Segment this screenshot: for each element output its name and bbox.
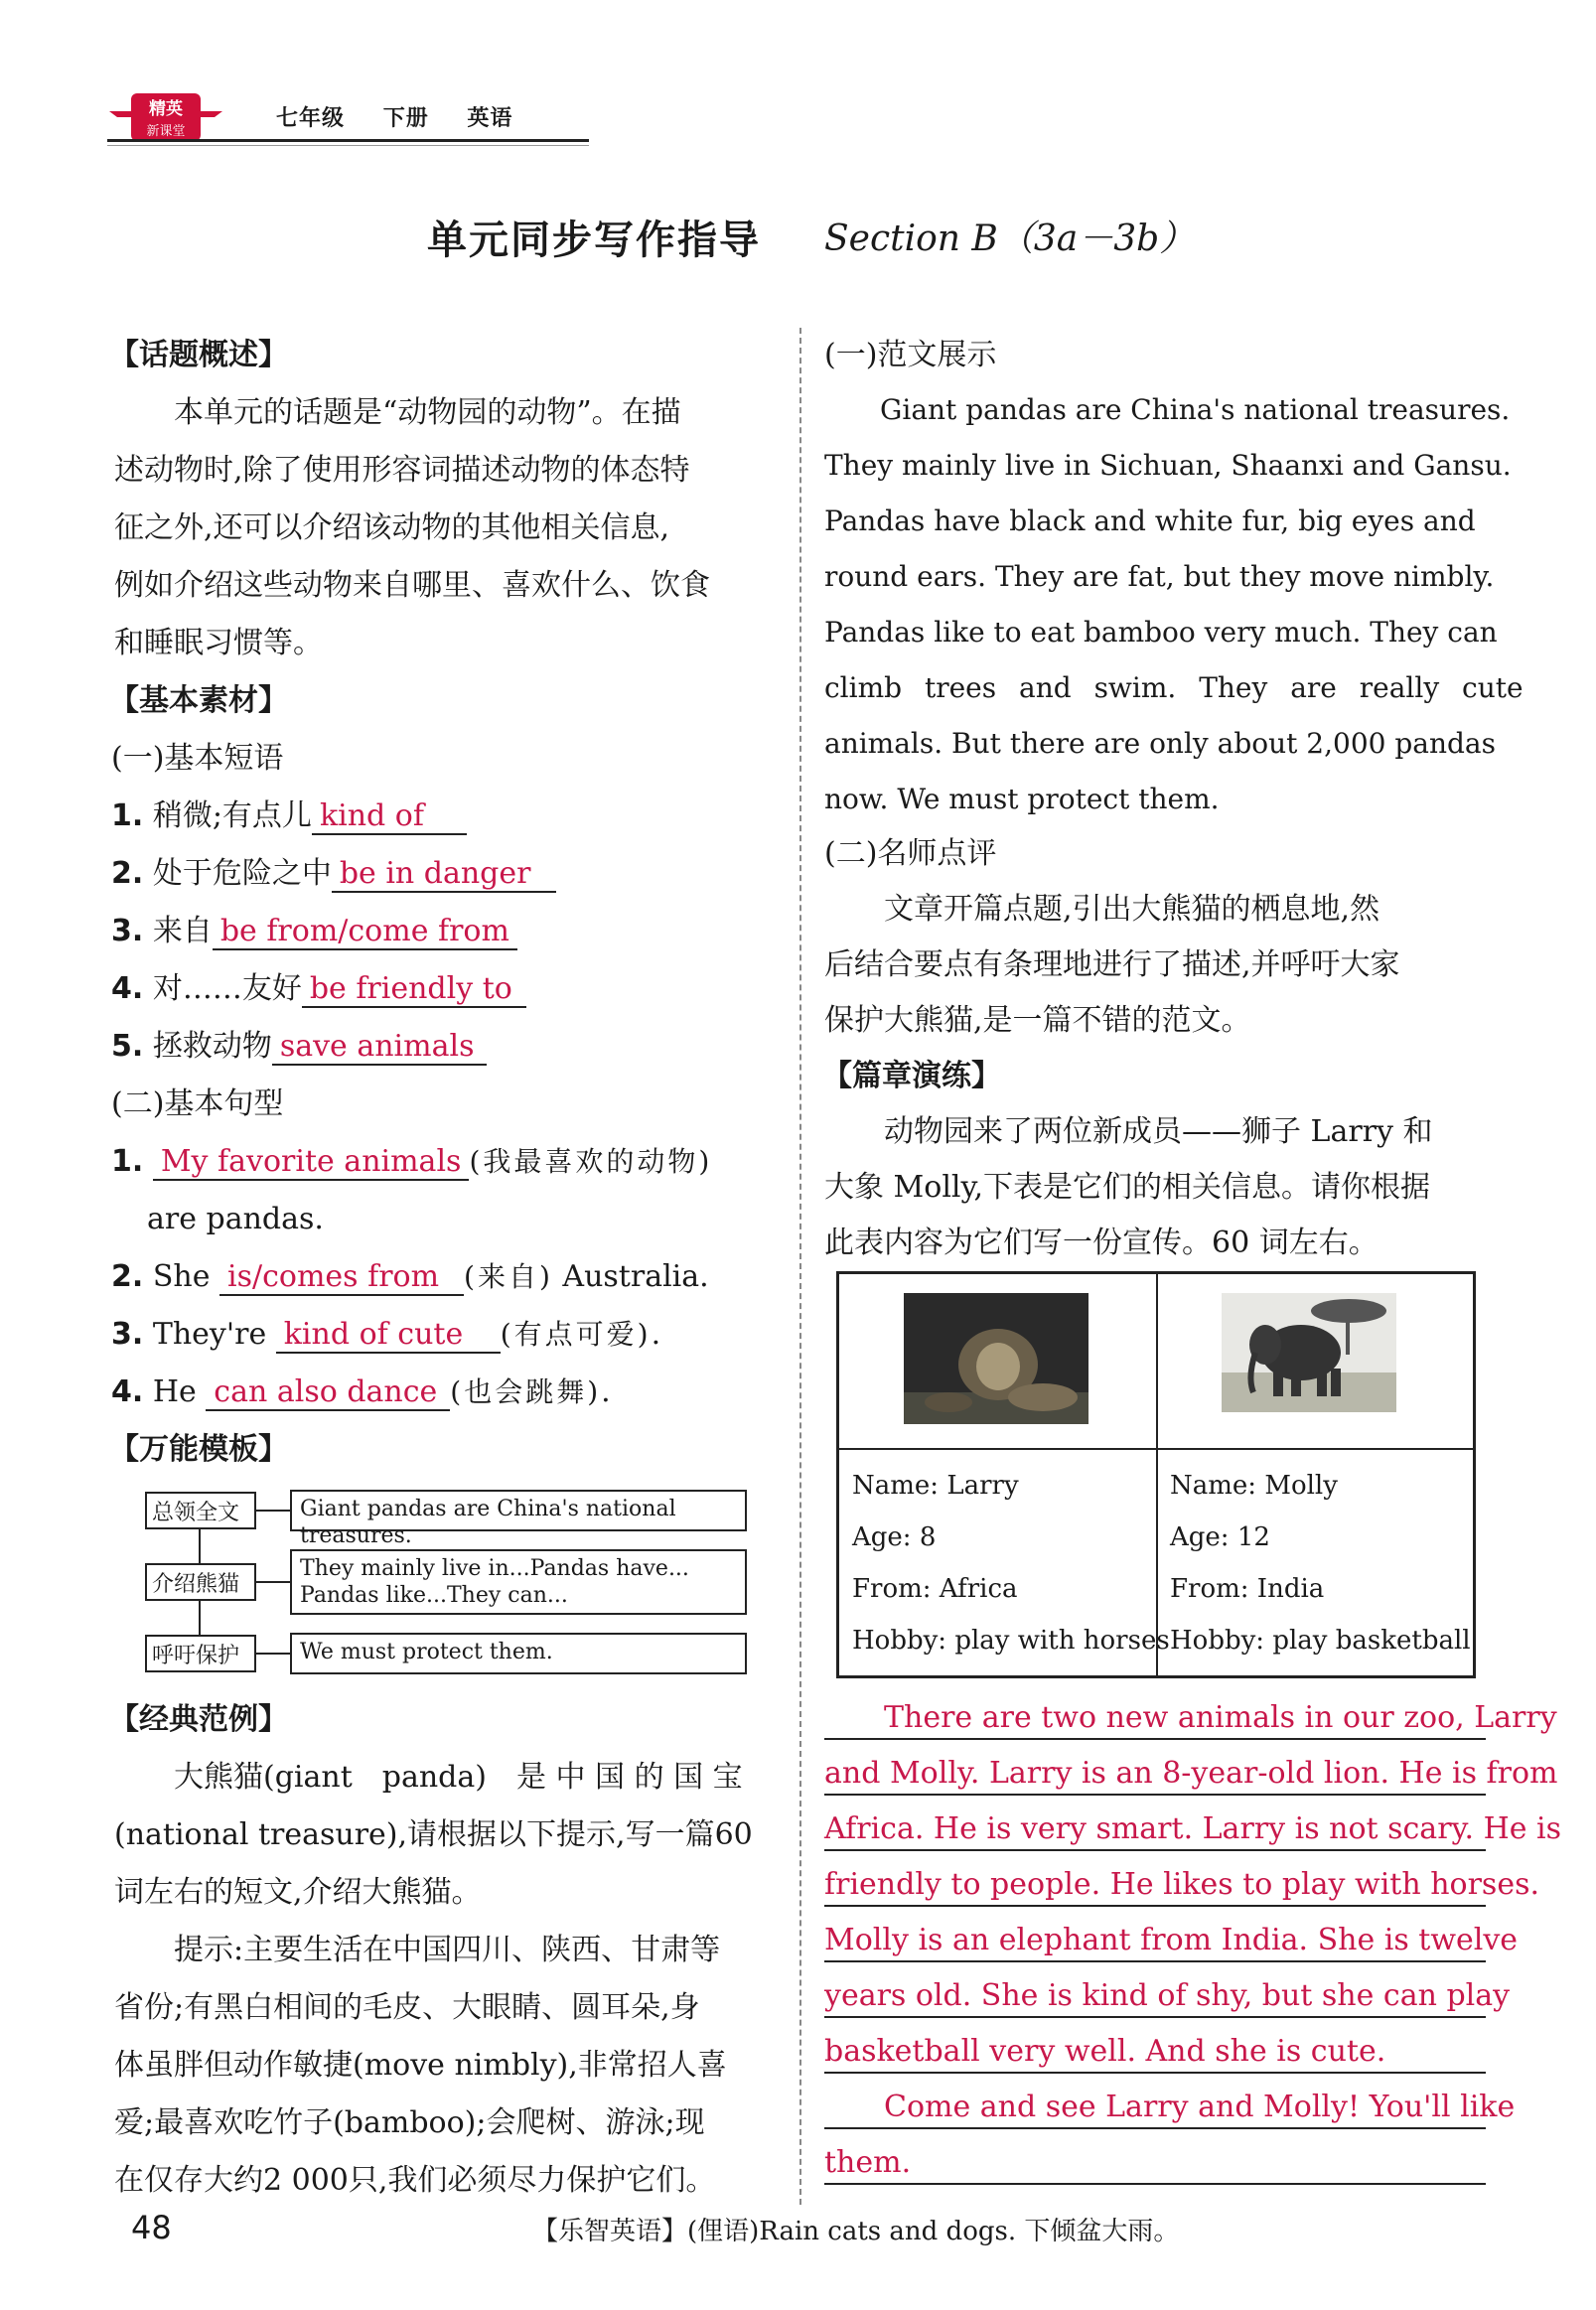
flow-connector	[256, 1510, 290, 1512]
practice-heading: 【篇章演练】	[822, 1059, 1001, 1093]
molly-age: Age: 12	[1170, 1522, 1270, 1552]
subject-label: 英语	[467, 106, 513, 131]
flow-label-intro: 总领全文	[145, 1492, 256, 1529]
sentence-heading: (二)基本句型	[111, 1086, 284, 1121]
comment-line: 文章开篇点题,引出大熊猫的栖息地,然	[824, 892, 1380, 927]
phrase-answer: be from/come from	[213, 915, 517, 950]
phrase-heading: (一)基本短语	[111, 741, 284, 776]
sentence-answer: My favorite animals	[153, 1145, 470, 1181]
sentence-answer: is/comes from	[219, 1260, 464, 1296]
example-line: (national treasure),请根据以下提示,写一篇60	[114, 1817, 753, 1852]
table-cell-larry	[852, 1460, 1170, 1666]
phrase-number: 2.	[111, 856, 144, 891]
essay-line: them.	[824, 2143, 1486, 2185]
model-line: climb trees and swim. They are really cute	[824, 671, 1523, 704]
example-line: 大熊猫(giant panda) 是 中 国 的 国 宝	[114, 1760, 743, 1795]
flow-connector	[256, 1581, 290, 1583]
header-rule	[107, 139, 589, 142]
flow-connector	[256, 1653, 290, 1655]
model-heading: (一)范文展示	[824, 338, 997, 372]
topic-heading: 【话题概述】	[109, 338, 288, 372]
larry-age: Age: 8	[852, 1522, 937, 1552]
essay-line: There are two new animals in our zoo, Larry	[824, 1698, 1486, 1740]
flow-text-body-line: Pandas like...They can...	[300, 1583, 568, 1608]
practice-line: 此表内容为它们写一份宣传。60 词左右。	[824, 1226, 1378, 1260]
topic-line: 征之外,还可以介绍该动物的其他相关信息,	[114, 510, 670, 545]
essay-line: friendly to people. He likes to play with horses.	[824, 1865, 1486, 1907]
sentence-number: 3.	[111, 1317, 144, 1352]
elephant-photo	[1222, 1293, 1396, 1412]
sentence-answer: kind of cute	[276, 1318, 501, 1354]
essay-line: and Molly. Larry is an 8-year-old lion. He is from	[824, 1754, 1486, 1796]
phrase-cn: 处于危险之中	[152, 856, 332, 891]
header-info	[276, 101, 542, 132]
molly-from: From: India	[1170, 1574, 1325, 1604]
phrase-number: 4.	[111, 971, 144, 1006]
essay-line: years old. She is kind of shy, but she can play	[824, 1976, 1486, 2018]
flow-text-intro: Giant pandas are China's national treasures.	[290, 1490, 747, 1531]
topic-line: 本单元的话题是“动物园的动物”。在描	[114, 395, 681, 430]
example-line: 省份;有黑白相间的毛皮、大眼睛、圆耳朵,身	[114, 1990, 700, 2025]
page-title: 单元同步写作指导	[427, 217, 761, 263]
practice-line: 大象 Molly,下表是它们的相关信息。请你根据	[824, 1170, 1431, 1205]
topic-line: 例如介绍这些动物来自哪里、喜欢什么、饮食	[114, 568, 710, 603]
essay-line: basketball very well. And she is cute.	[824, 2032, 1486, 2074]
example-line: 词左右的短文,介绍大熊猫。	[114, 1875, 482, 1910]
material-heading: 【基本素材】	[109, 683, 288, 718]
phrase-cn: 拯救动物	[152, 1029, 272, 1064]
phrase-number: 5.	[111, 1029, 144, 1064]
phrase-number: 1.	[111, 798, 144, 833]
sentence-prefix: He	[152, 1374, 197, 1409]
example-line: 爱;最喜欢吃竹子(bamboo);会爬树、游泳;现	[114, 2105, 705, 2140]
table-cell-molly	[1170, 1460, 1471, 1666]
logo-text-bottom: 新课堂	[146, 124, 186, 139]
sentence-number: 1.	[111, 1144, 144, 1179]
column-divider	[799, 328, 801, 2205]
sentence-number: 4.	[111, 1374, 144, 1409]
comment-line: 后结合要点有条理地进行了描述,并呼吁大家	[824, 947, 1400, 982]
sentence-answer: can also dance	[206, 1375, 450, 1411]
flow-connector-vertical	[199, 1529, 201, 1563]
sentence-hint: (我最喜欢的动物)	[469, 1145, 713, 1178]
volume-label: 下册	[382, 106, 429, 131]
sentence-item	[111, 1372, 611, 1412]
topic-line: 述动物时,除了使用形容词描述动物的体态特	[114, 453, 690, 488]
larry-name: Name: Larry	[852, 1471, 1019, 1501]
sentence-prefix: They're	[152, 1317, 267, 1352]
lion-photo	[904, 1293, 1088, 1424]
flow-label-body: 介绍熊猫	[145, 1563, 256, 1601]
example-line: 体虽胖但动作敏捷(move nimbly),非常招人喜	[114, 2048, 727, 2083]
comment-heading: (二)名师点评	[824, 836, 997, 871]
sentence-tail: .	[651, 1317, 661, 1352]
page-number: 48	[131, 2209, 172, 2246]
sentence-tail: Australia.	[562, 1259, 709, 1294]
larry-from: From: Africa	[852, 1574, 1018, 1604]
model-line: They mainly live in Sichuan, Shaanxi and Gansu.	[824, 449, 1512, 482]
model-line: now. We must protect them.	[824, 783, 1220, 815]
phrase-item	[111, 854, 556, 894]
section-title: Section B（3a－3b）	[824, 218, 1196, 259]
model-line: Pandas have black and white fur, big eyes and	[824, 505, 1476, 537]
sentence-item	[111, 1257, 709, 1297]
model-line: Giant pandas are China's national treasures.	[824, 393, 1511, 426]
example-heading: 【经典范例】	[109, 1702, 288, 1737]
phrase-answer: save animals	[272, 1030, 487, 1066]
phrase-answer: kind of	[312, 799, 467, 835]
sentence-item	[111, 1142, 712, 1182]
publisher-logo	[107, 91, 224, 145]
larry-hobby: Hobby: play with horses	[852, 1626, 1170, 1656]
phrase-item	[111, 912, 517, 951]
flow-text-body	[290, 1549, 747, 1615]
phrase-cn: 稍微;有点儿	[152, 798, 312, 833]
table-divider	[836, 1448, 1476, 1450]
phrase-number: 3.	[111, 914, 144, 948]
example-line: 提示:主要生活在中国四川、陕西、甘肃等	[114, 1933, 721, 1967]
phrase-item	[111, 969, 526, 1009]
molly-name: Name: Molly	[1170, 1471, 1338, 1501]
essay-line: Africa. He is very smart. Larry is not scary. He is	[824, 1809, 1486, 1851]
example-line: 在仅存大约2 000只,我们必须尽力保护它们。	[114, 2163, 716, 2198]
phrase-item	[111, 1027, 487, 1067]
sentence-number: 2.	[111, 1259, 144, 1294]
grade-label: 七年级	[276, 106, 346, 131]
comment-line: 保护大熊猫,是一篇不错的范文。	[824, 1003, 1251, 1038]
logo-text-top: 精英	[149, 99, 183, 119]
footer-idiom: 【乐智英语】(俚语)Rain cats and dogs. 下倾盆大雨。	[532, 2217, 1180, 2246]
model-line: Pandas like to eat bamboo very much. They can	[824, 616, 1498, 649]
model-line: round ears. They are fat, but they move nimbly.	[824, 560, 1495, 593]
sentence-prefix: She	[152, 1259, 211, 1294]
molly-hobby: Hobby: play basketball	[1170, 1626, 1471, 1656]
essay-line: Come and see Larry and Molly! You'll like	[824, 2088, 1486, 2129]
phrase-cn: 对……友好	[152, 971, 302, 1006]
header-rule-thin	[107, 145, 589, 146]
sentence-hint: (也会跳舞)	[450, 1375, 602, 1408]
flow-text-end: We must protect them.	[290, 1633, 747, 1674]
flow-label-end: 呼吁保护	[145, 1635, 256, 1672]
sentence-hint: (来自)	[464, 1260, 553, 1293]
sentence-item	[111, 1315, 660, 1355]
sentence-tail: .	[601, 1374, 611, 1409]
phrase-cn: 来自	[152, 914, 213, 948]
sentence-tail: are pandas.	[147, 1202, 324, 1236]
flow-connector-vertical	[199, 1601, 201, 1635]
template-heading: 【万能模板】	[109, 1432, 288, 1467]
essay-line: Molly is an elephant from India. She is twelve	[824, 1921, 1486, 1962]
topic-line: 和睡眠习惯等。	[114, 626, 323, 660]
phrase-item	[111, 796, 467, 836]
flow-text-body-line: They mainly live in...Pandas have...	[300, 1556, 689, 1581]
sentence-hint: (有点可爱)	[500, 1318, 652, 1351]
phrase-answer: be friendly to	[302, 972, 526, 1008]
phrase-answer: be in danger	[332, 857, 556, 893]
model-line: animals. But there are only about 2,000 pandas	[824, 727, 1496, 760]
practice-line: 动物园来了两位新成员——狮子 Larry 和	[824, 1114, 1433, 1149]
